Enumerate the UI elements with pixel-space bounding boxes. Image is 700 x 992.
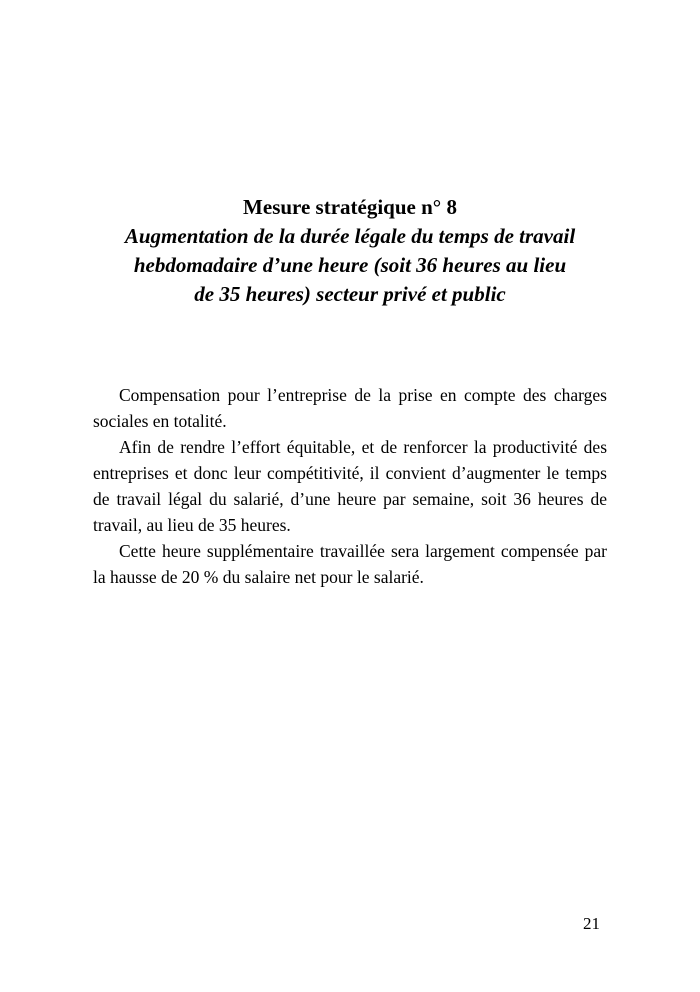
measure-subtitle-line-1: Augmentation de la durée légale du temps de travail — [124, 224, 576, 248]
paragraph-heure-supplementaire: Cette heure supplémentaire travaillée sera largement compensée par la hausse de 20 % du salaire net pour le salarié. — [93, 541, 607, 587]
paragraph-compensation: Compensation pour l’entreprise de la prise en compte des charges sociales en totalité. — [93, 385, 607, 431]
measure-subtitle — [0, 222, 700, 309]
page-number: 21 — [583, 914, 600, 933]
paragraph-effort-equitable: Afin de rendre l’effort équitable, et de renforcer la productivité des entreprises et donc leur compétitivité, il convient d’augmenter le temps de travail légal du salarié, d’une heure par semaine, soit 36 heures de travail, au lieu de 35 heures. — [93, 437, 607, 535]
measure-title: Mesure stratégique n° 8 — [243, 195, 457, 219]
measure-subtitle-line-3: de 35 heures) secteur privé et public — [194, 282, 506, 306]
measure-heading — [0, 192, 700, 309]
body-text — [93, 382, 607, 590]
measure-subtitle-line-2: hebdomadaire d’une heure (soit 36 heures au lieu — [133, 253, 567, 277]
